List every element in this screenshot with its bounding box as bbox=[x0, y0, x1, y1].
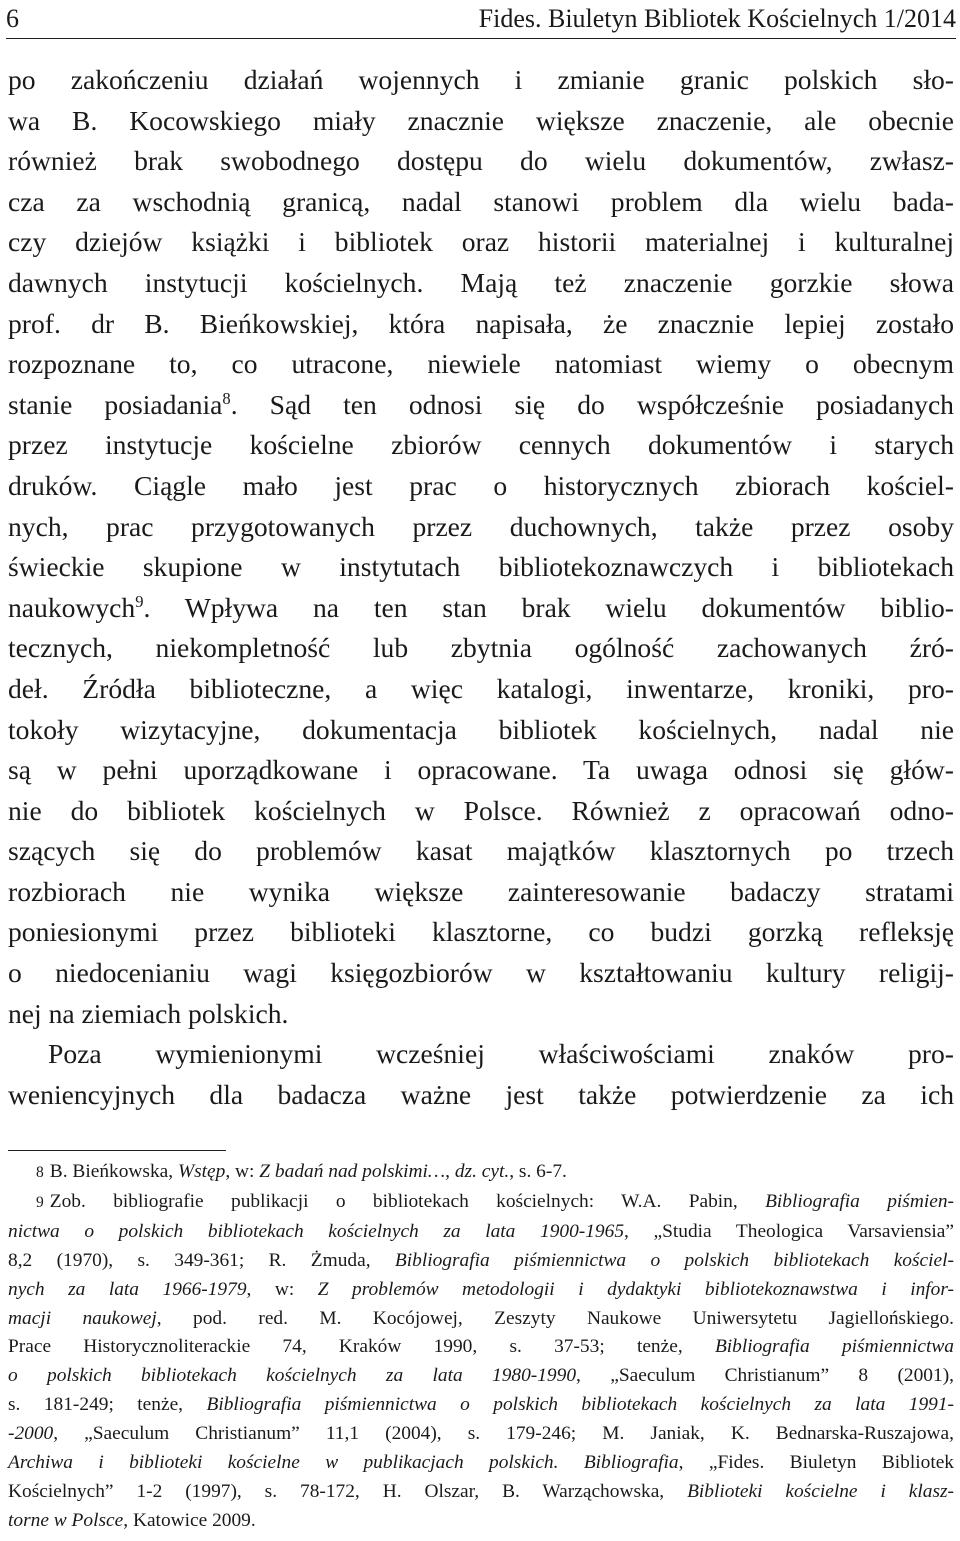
text-line: Poza wymienionymi wcześniej właściwościami znaków pro- bbox=[48, 1038, 954, 1070]
footnote-title: Z problemów metodologii i dydaktyki bibliotekoznawstwa i infor- bbox=[317, 1278, 954, 1300]
footnote-text: , w: bbox=[225, 1161, 260, 1182]
text-line: druków. Ciągle mało jest prac o historycznych zbiorach kościel- bbox=[8, 469, 954, 501]
text-line: cza za wschodnią granicą, nadal stanowi problem dla wielu bada- bbox=[8, 185, 954, 217]
header-rule bbox=[6, 38, 956, 39]
footnote-title: Wstęp bbox=[177, 1161, 226, 1182]
text-line: weniencyjnych dla badacza ważne jest także potwierdzenie za ich bbox=[8, 1078, 954, 1110]
text-line: świeckie skupione w instytutach bibliotekoznawczych i bibliotekach bbox=[8, 551, 954, 583]
footnote-line bbox=[8, 1218, 954, 1247]
footnote-line bbox=[8, 1391, 954, 1420]
text-run: naukowych bbox=[8, 591, 136, 623]
footnote-text: s. 181-249; tenże, bbox=[8, 1394, 207, 1416]
footnote-text: , pod. red. M. Kocójowej, Zeszyty Naukowe Uniwersytetu Jagiellońskiego. bbox=[156, 1307, 954, 1329]
footnote-ref-8[interactable]: 8 bbox=[222, 388, 231, 408]
footnote-text: B. Bieńkowska, bbox=[49, 1161, 178, 1182]
footnote-8 bbox=[8, 1158, 954, 1188]
footnote-line bbox=[8, 1247, 954, 1276]
footnote-title: -2000 bbox=[8, 1423, 54, 1445]
text-line: nej na ziemiach polskich. bbox=[8, 997, 289, 1029]
footnote-text: , „Studia Theologica Varsaviensia” bbox=[624, 1220, 954, 1242]
footnote-text: , Katowice 2009. bbox=[123, 1509, 256, 1531]
page-header bbox=[6, 4, 956, 38]
text-line: nie do bibliotek kościelnych w Polsce. Również z opracowań odno- bbox=[8, 794, 954, 826]
page-number: 6 bbox=[6, 4, 19, 33]
footnote-line bbox=[8, 1478, 954, 1507]
footnote-line bbox=[8, 1305, 954, 1334]
footnote-9 bbox=[8, 1188, 954, 1218]
footnote-title: macji naukowej bbox=[8, 1307, 157, 1329]
text-line bbox=[8, 385, 954, 426]
text-line: deł. Źródła biblioteczne, a więc katalogi, inwentarze, kroniki, pro- bbox=[8, 672, 954, 704]
footnote-line bbox=[8, 1420, 954, 1449]
body-text bbox=[8, 60, 954, 1115]
text-line: rozpoznane to, co utracone, niewiele natomiast wiemy o obecnym bbox=[8, 348, 954, 380]
text-line: tokoły wizytacyjne, dokumentacja bibliotek kościelnych, nadal nie bbox=[8, 713, 954, 745]
footnote-title: nych za lata 1966-1979 bbox=[8, 1278, 247, 1300]
footnotes bbox=[8, 1158, 954, 1536]
text-line: wa B. Kocowskiego miały znacznie większe znaczenie, ale obecnie bbox=[8, 104, 954, 136]
text-line: tecznych, niekompletność lub zbytnia ogólność zachowanych źró- bbox=[8, 632, 954, 664]
footnote-text: Prace Historycznoliterackie 74, Kraków 1990, s. 37-53; tenże, bbox=[8, 1336, 715, 1358]
footnote-title: Bibliografia piśmien- bbox=[765, 1190, 954, 1212]
footnote-title: Bibliografia piśmiennictwa bbox=[714, 1336, 955, 1358]
footnote-text: , bbox=[445, 1161, 455, 1182]
footnote-ref-9[interactable]: 9 bbox=[135, 591, 144, 611]
footnote-title: Bibliografia piśmiennictwa o polskich bibliotekach kościelnych za lata 1991- bbox=[206, 1394, 955, 1416]
footnote-title: nictwa o polskich bibliotekach kościelnych za lata 1900-1965 bbox=[8, 1220, 625, 1242]
text-run: . Sąd ten odnosi się do współcześnie posiadanych bbox=[230, 388, 954, 420]
text-line: również brak swobodnego dostępu do wielu dokumentów, zwłasz- bbox=[8, 145, 954, 177]
paragraph bbox=[8, 60, 954, 1034]
text-line: nych, prac przygotowanych przez duchownych, także przez osoby bbox=[8, 510, 954, 542]
footnote-text: , „Saeculum Christianum” 8 (2001), bbox=[576, 1365, 954, 1387]
footnote-text: , „Saeculum Christianum” 11,1 (2004), s. 179-246; M. Janiak, K. Bednarska-Ruszajowa, bbox=[53, 1423, 954, 1445]
footnote-line bbox=[8, 1362, 954, 1391]
footnote-title: dz. cyt. bbox=[454, 1161, 510, 1182]
text-line: po zakończeniu działań wojennych i zmianie granic polskich sło- bbox=[8, 64, 954, 95]
footnote-number: 9 bbox=[36, 1193, 44, 1211]
footnote-title: o polskich bibliotekach kościelnych za lata 1980-1990 bbox=[8, 1365, 577, 1387]
footnote-line bbox=[8, 1276, 954, 1305]
footnote-rule bbox=[8, 1150, 226, 1151]
footnote-title: torne w Polsce bbox=[8, 1509, 124, 1531]
footnote-text: Zob. bibliografie publikacji o bibliotekach kościelnych: W.A. Pabin, bbox=[49, 1190, 766, 1212]
paragraph bbox=[8, 1034, 954, 1115]
footnote-title: Bibliografia piśmiennictwa o polskich bibliotekach kościel- bbox=[394, 1249, 954, 1271]
footnote-title: Z badań nad polskimi… bbox=[259, 1161, 446, 1182]
text-line: poniesionymi przez biblioteki klasztorne, co budzi gorzką refleksję bbox=[8, 916, 954, 948]
footnote-text: , s. 6-7. bbox=[509, 1161, 567, 1182]
text-line: przez instytucje kościelne zbiorów cennych dokumentów i starych bbox=[8, 429, 954, 461]
footnote-text: 8,2 (1970), s. 349-361; R. Żmuda, bbox=[8, 1249, 395, 1271]
footnote-title: Biblioteki kościelne i klasz- bbox=[687, 1480, 954, 1502]
text-line: rozbiorach nie wynika większe zainteresowanie badaczy stratami bbox=[8, 875, 954, 907]
footnote-line bbox=[8, 1333, 954, 1362]
text-line: prof. dr B. Bieńkowskiej, która napisała, że znacznie lepiej zostało bbox=[8, 307, 954, 339]
text-run: stanie posiadania bbox=[8, 388, 223, 420]
footnote-text: , „Fides. Biuletyn Bibliotek bbox=[678, 1452, 955, 1474]
text-line: dawnych instytucji kościelnych. Mają też znaczenie gorzkie słowa bbox=[8, 266, 954, 298]
text-run: . Wpływa na ten stan brak wielu dokumentów biblio- bbox=[143, 591, 954, 623]
text-line: szących się do problemów kasat majątków klasztornych po trzech bbox=[8, 835, 954, 867]
footnote-number: 8 bbox=[36, 1164, 44, 1181]
footnote-line bbox=[8, 1449, 954, 1478]
footnote-text: , w: bbox=[246, 1278, 318, 1300]
footnote-line bbox=[8, 1507, 954, 1536]
text-line: czy dziejów książki i bibliotek oraz historii materialnej i kulturalnej bbox=[8, 226, 954, 258]
text-line: o niedocenianiu wagi księgozbiorów w kształtowaniu kultury religij- bbox=[8, 957, 954, 989]
running-title: Fides. Biuletyn Bibliotek Kościelnych 1/2014 bbox=[478, 4, 956, 33]
text-line: są w pełni uporządkowane i opracowane. Ta uwaga odnosi się głów- bbox=[8, 754, 954, 786]
footnote-title: Archiwa i biblioteki kościelne w publikacjach polskich. Bibliografia bbox=[8, 1452, 679, 1474]
text-line bbox=[8, 588, 954, 629]
footnote-text: Kościelnych” 1-2 (1997), s. 78-172, H. Olszar, B. Warząchowska, bbox=[8, 1480, 688, 1502]
